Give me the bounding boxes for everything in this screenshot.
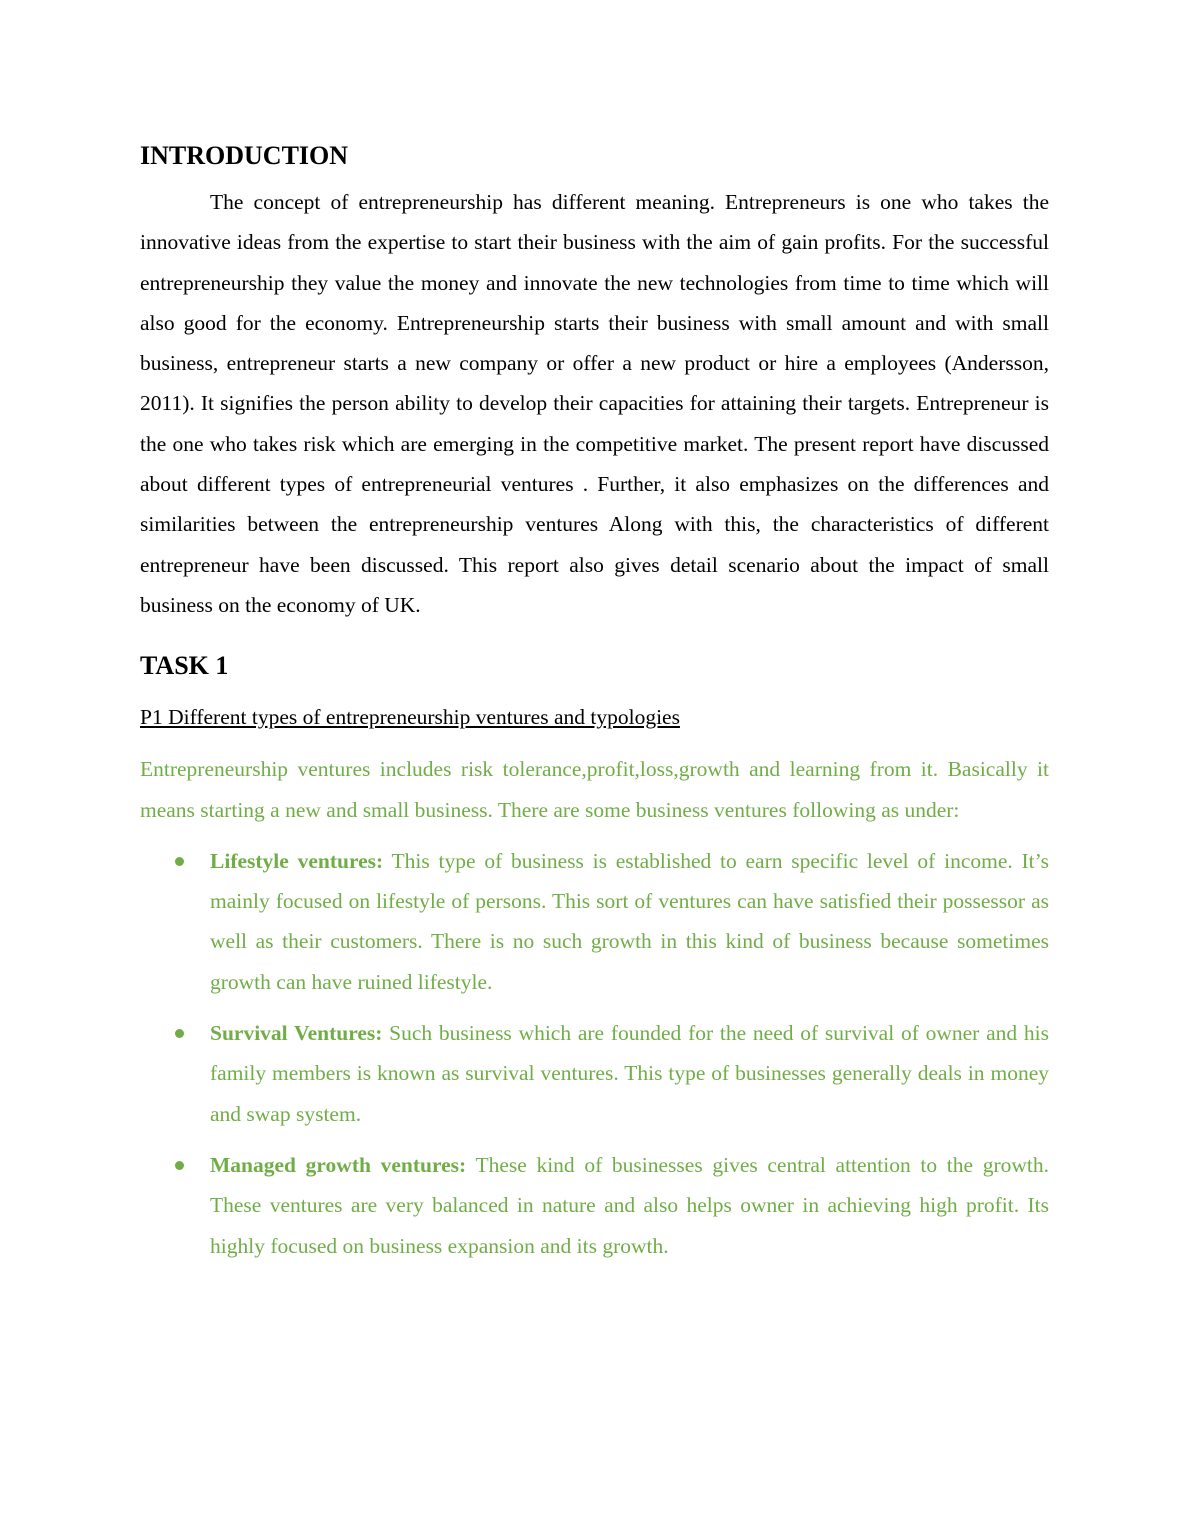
venture-term: Managed growth ventures: <box>210 1152 467 1177</box>
venture-term: Lifestyle ventures: <box>210 848 384 873</box>
list-item <box>140 841 1049 1002</box>
venture-description: These kind of businesses gives central attention to the growth. These ventures are very balanced in nature and also helps owner in achieving high profit. Its highly focused on business expansion and its growth. <box>210 1152 1049 1258</box>
task1-heading: TASK 1 <box>140 651 229 681</box>
ventures-lead-paragraph: Entrepreneurship ventures includes risk tolerance,profit,loss,growth and learning from it. Basically it means starting a new and small business. There are some business ventures following as under: <box>140 757 1049 822</box>
document-page <box>140 138 1049 1277</box>
ventures-list <box>140 841 1049 1266</box>
bullet-icon <box>175 1161 184 1170</box>
list-item <box>140 1145 1049 1266</box>
venture-term: Survival Ventures: <box>210 1021 383 1046</box>
introduction-paragraph: The concept of entrepreneurship has different meaning. Entrepreneurs is one who takes the innovative ideas from the expertise to start their business with the aim of gain profits. For the successful entrepreneurship they value the money and innovate the new technologies from time to time which will also good for the economy. Entrepreneurship starts their business with small amount and with small business, entrepreneur starts a new company or offer a new product or hire a employees (Andersson, 2011). It signifies the person ability to develop their capacities for attaining their targets. Entrepreneur is the one who takes risk which are emerging in the competitive market. The present report have discussed about different types of entrepreneurial ventures . Further, it also emphasizes on the differences and similarities between the entrepreneurship ventures Along with this, the characteristics of different entrepreneur have been discussed. This report also gives detail scenario about the impact of small business on the economy of UK. <box>140 190 1049 617</box>
task1-subheading: P1 Different types of entrepreneurship ventures and typologies <box>140 705 680 730</box>
list-item <box>140 1013 1049 1134</box>
bullet-icon <box>175 1029 184 1038</box>
introduction-heading: INTRODUCTION <box>140 141 349 170</box>
venture-description: This type of business is established to earn specific level of income. It’s mainly focused on lifestyle of persons. This sort of ventures can have satisfied their possessor as well as their customers. There is no such growth in this kind of business because sometimes growth can have ruined lifestyle. <box>210 848 1049 994</box>
venture-description: Such business which are founded for the need of survival of owner and his family members is known as survival ventures. This type of businesses generally deals in money and swap system. <box>210 1021 1049 1126</box>
bullet-icon <box>175 857 184 866</box>
